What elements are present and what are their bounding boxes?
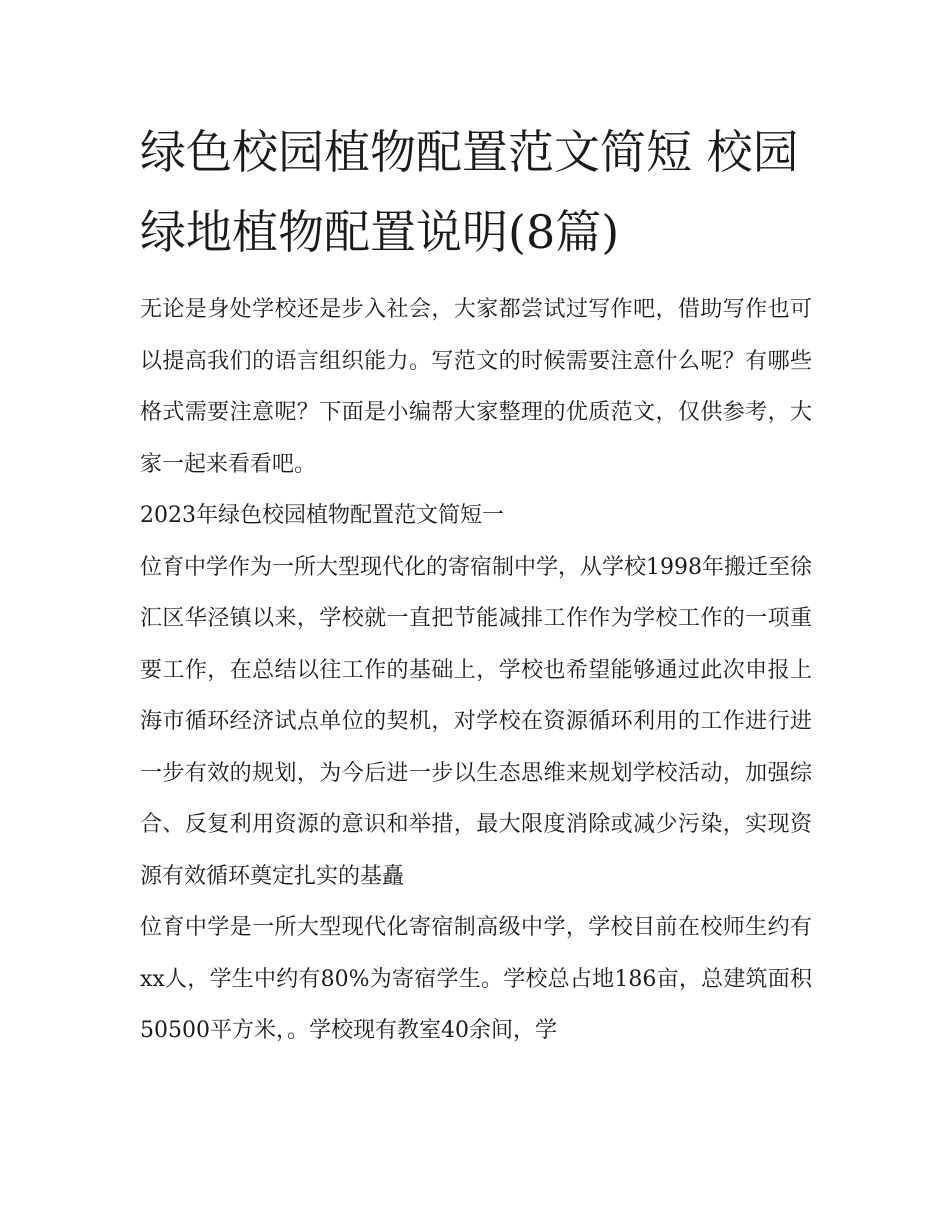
intro-paragraph: 无论是身处学校还是步入社会，大家都尝试过写作吧，借助写作也可以提高我们的语言组织能力。写范文的时候需要注意什么呢？有哪些格式需要注意呢？下面是小编帮大家整理的优质范文，仅供参考，大家一起来看看吧。 (140, 297, 812, 477)
body-paragraph-1: 位育中学作为一所大型现代化的寄宿制中学，从学校1998年搬迁至徐汇区华泾镇以来，学校就一直把节能减排工作作为学校工作的一项重要工作，在总结以往工作的基础上，学校也希望能够通过此次申报上海市循环经济试点单位的契机，对学校在资源循环利用的工作进行进一步有效的规划，为今后进一步以生态思维来规划学校活动，加强综合、反复利用资源的意识和举措，最大限度消除或减少污染，实现资源有效循环奠定扎实的基矗 (140, 554, 812, 889)
document-page (140, 112, 812, 1057)
section-heading: 2023年绿色校园植物配置范文简短一 (140, 503, 504, 528)
body-paragraph-2: 位育中学是一所大型现代化寄宿制高级中学，学校目前在校师生约有xx人，学生中约有80%为寄宿学生。学校总占地186亩，总建筑面积50500平方米，。学校现有教室40余间，学 (140, 915, 812, 1043)
document-title: 绿色校园植物配置范文简短 校园绿地植物配置说明(8篇) (140, 125, 799, 259)
